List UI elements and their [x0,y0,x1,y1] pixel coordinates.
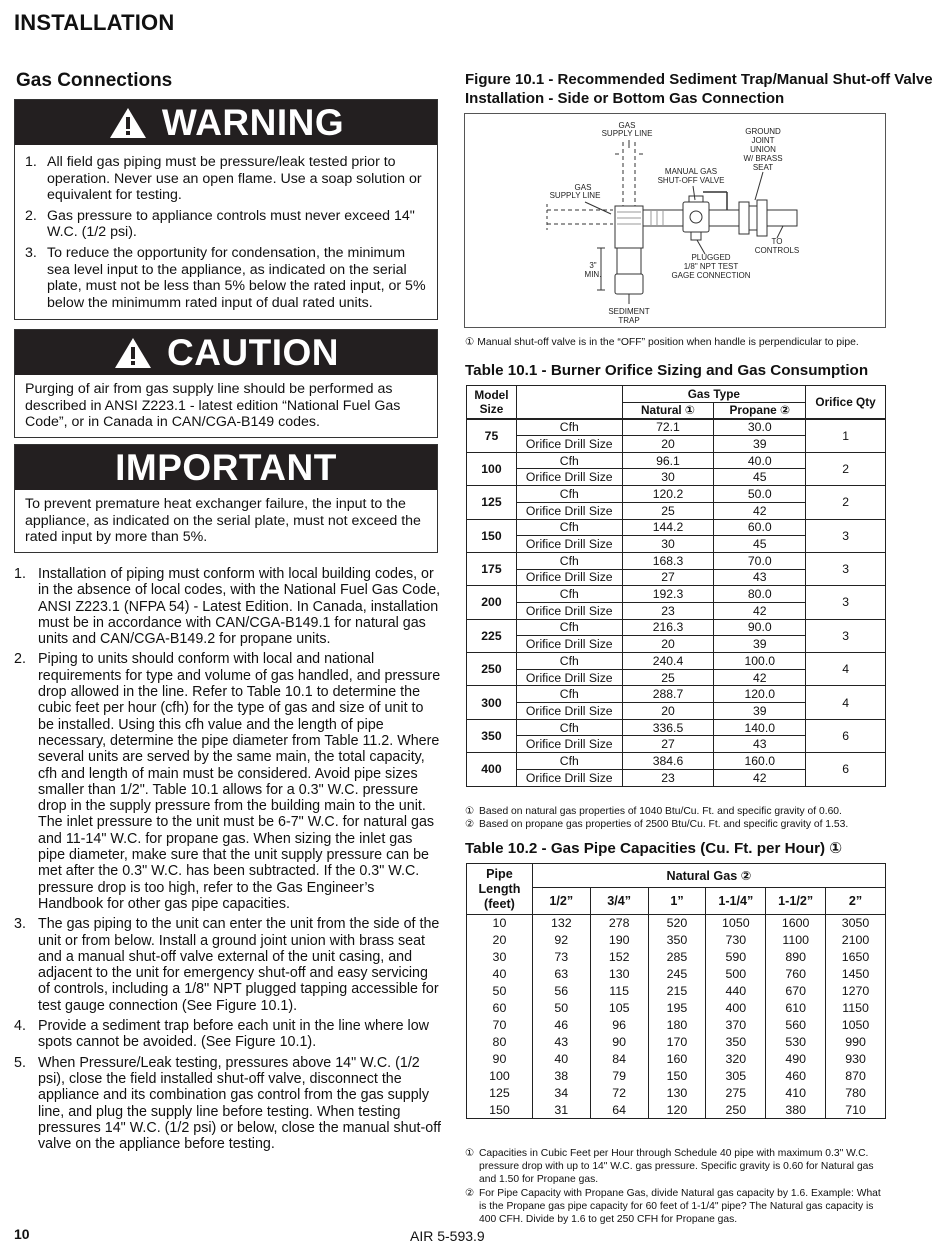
document-code: AIR 5-593.9 [410,1228,485,1244]
table-row [467,1000,886,1017]
capacity-cell: 610 [766,1000,826,1017]
capacity-cell: 190 [590,932,648,949]
capacity-cell: 870 [826,1068,886,1085]
capacity-cell: 90 [590,1034,648,1051]
label-gas-supply-side: GAS [574,183,592,192]
important-title: IMPORTANT [115,446,337,488]
orifice-qty-cell: 6 [806,719,886,752]
natural-cfh-cell: 168.3 [622,552,714,569]
svg-text:TRAP: TRAP [618,316,640,325]
capacity-cell: 38 [532,1068,590,1085]
natural-cfh-cell: 384.6 [622,753,714,770]
svg-text:JOINT: JOINT [751,136,775,145]
svg-text:MIN.: MIN. [584,270,602,279]
gas-connection-diagram [465,114,885,327]
model-size-cell: 225 [467,619,517,652]
important-box [14,444,438,553]
capacity-cell: 56 [532,983,590,1000]
footnote: ① Based on natural gas properties of 1040 Btu/Cu. Ft. and specific gravity of 0.60. [465,806,842,817]
header-pipe-size: 3/4” [590,888,648,915]
svg-text:SUPPLY LINE: SUPPLY LINE [549,191,601,200]
table-row [467,983,886,1000]
capacity-cell: 96 [590,1017,648,1034]
capacity-cell: 1050 [826,1017,886,1034]
natural-drill-cell: 23 [622,602,714,619]
row-label-cell: Orifice Drill Size [516,703,622,720]
row-label-cell: Orifice Drill Size [516,769,622,786]
propane-cfh-cell: 100.0 [714,653,806,670]
row-label-cell: Orifice Drill Size [516,736,622,753]
model-size-cell: 300 [467,686,517,719]
capacity-cell: 460 [766,1068,826,1085]
row-label-cell: Orifice Drill Size [516,536,622,553]
propane-cfh-cell: 80.0 [714,586,806,603]
propane-cfh-cell: 140.0 [714,719,806,736]
capacity-cell: 590 [706,949,766,966]
table-row [467,1102,886,1119]
capacity-cell: 670 [766,983,826,1000]
capacity-cell: 160 [648,1051,706,1068]
important-text: To prevent premature heat exchanger failure, the input to the appliance, as indicated on the serial plate, must not exceed the rated input by more than 5%. [25,496,421,546]
propane-cfh-cell: 50.0 [714,486,806,503]
capacity-cell: 105 [590,1000,648,1017]
propane-drill-cell: 42 [714,502,806,519]
row-label-cell: Cfh [516,719,622,736]
table-row [467,1068,886,1085]
capacity-cell: 350 [706,1034,766,1051]
capacity-cell: 50 [532,1000,590,1017]
capacity-cell: 370 [706,1017,766,1034]
pipe-length-cell: 150 [467,1102,533,1119]
row-label-cell: Cfh [516,552,622,569]
row-label-cell: Cfh [516,452,622,469]
natural-cfh-cell: 96.1 [622,452,714,469]
table-row [467,552,886,569]
label-plugged: PLUGGED [691,253,731,262]
natural-drill-cell: 30 [622,469,714,486]
table-row [467,519,886,536]
important-header [15,445,437,490]
row-label-cell: Orifice Drill Size [516,502,622,519]
header-pipe-size: 1” [648,888,706,915]
orifice-qty-cell: 2 [806,452,886,485]
pipe-length-cell: 50 [467,983,533,1000]
capacity-cell: 560 [766,1017,826,1034]
table-row [467,653,886,670]
model-size-cell: 200 [467,586,517,619]
pipe-length-cell: 40 [467,966,533,983]
header-propane: Propane ② [714,402,806,419]
row-label-cell: Orifice Drill Size [516,436,622,453]
capacity-cell: 500 [706,966,766,983]
capacity-cell: 2100 [826,932,886,949]
table-row [467,686,886,703]
row-label-cell: Orifice Drill Size [516,569,622,586]
orifice-qty-cell: 3 [806,619,886,652]
warning-body [15,145,437,319]
model-size-cell: 400 [467,753,517,786]
capacity-cell: 275 [706,1085,766,1102]
subsection-title: Gas Connections [16,70,173,91]
header-pipe-size: 1/2” [532,888,590,915]
capacity-cell: 170 [648,1034,706,1051]
pipe-length-cell: 125 [467,1085,533,1102]
natural-cfh-cell: 336.5 [622,719,714,736]
capacity-cell: 130 [648,1085,706,1102]
step-item: 3. The gas piping to the unit can enter the unit from the side of the unit or from below. Install a ground joint union with brass seat and a manual shut-off valve external of the unit casing, and adjacent to the unit for emergency shut-off and easy servicing of controls, including a 1/8" NPT plugged tapping accessible for test gauge connection (See Figure 10.1). [14,916,440,1014]
table-row [467,1051,886,1068]
capacity-cell: 73 [532,949,590,966]
natural-cfh-cell: 240.4 [622,653,714,670]
table-row [467,452,886,469]
pipe-capacity-table [466,863,886,1119]
natural-drill-cell: 20 [622,436,714,453]
natural-drill-cell: 25 [622,502,714,519]
table-row [467,1017,886,1034]
capacity-cell: 150 [648,1068,706,1085]
table-row [467,932,886,949]
natural-drill-cell: 30 [622,536,714,553]
natural-drill-cell: 20 [622,636,714,653]
label-ground-union: GROUND [745,127,781,136]
table-row [467,719,886,736]
capacity-cell: 890 [766,949,826,966]
table-row [467,486,886,503]
row-label-cell: Cfh [516,619,622,636]
capacity-cell: 350 [648,932,706,949]
header-natural-gas: Natural Gas ② [532,864,885,888]
label-manual-valve: MANUAL GAS [664,167,718,176]
header-pipe-length: Pipe Length (feet) [467,864,533,915]
warning-header [15,100,437,145]
orifice-qty-cell: 4 [806,653,886,686]
propane-drill-cell: 43 [714,569,806,586]
warning-title: WARNING [161,101,345,143]
capacity-cell: 320 [706,1051,766,1068]
pipe-length-cell: 60 [467,1000,533,1017]
pipe-length-cell: 10 [467,915,533,932]
capacity-cell: 520 [648,915,706,932]
header-natural: Natural ① [622,402,714,419]
capacity-cell: 278 [590,915,648,932]
natural-cfh-cell: 144.2 [622,519,714,536]
svg-text:SHUT-OFF VALVE: SHUT-OFF VALVE [657,176,725,185]
capacity-cell: 490 [766,1051,826,1068]
capacity-cell: 380 [766,1102,826,1119]
natural-drill-cell: 27 [622,736,714,753]
natural-cfh-cell: 216.3 [622,619,714,636]
orifice-qty-cell: 1 [806,419,886,452]
natural-cfh-cell: 120.2 [622,486,714,503]
warning-list [25,154,429,311]
capacity-cell: 130 [590,966,648,983]
svg-text:CONTROLS: CONTROLS [754,246,800,255]
capacity-cell: 1100 [766,932,826,949]
row-label-cell: Orifice Drill Size [516,669,622,686]
label-to-controls: TO [771,237,783,246]
pipe-length-cell: 30 [467,949,533,966]
caution-title: CAUTION [166,331,340,373]
propane-drill-cell: 45 [714,469,806,486]
pipe-length-cell: 20 [467,932,533,949]
capacity-cell: 46 [532,1017,590,1034]
row-label-cell: Cfh [516,519,622,536]
capacity-cell: 285 [648,949,706,966]
propane-drill-cell: 39 [714,436,806,453]
step-item: 2. Piping to units should conform with local and national requirements for type and volume of gas handled, and pressure drop allowed in the line. Refer to Table 10.1 to determine the cubic feet per hour (cfh) for the type of gas and size of unit to be installed. Using this cfh value and the length of pipe necessary, determine the pipe diameter from Table 11.2. Where several units are served by the same main, the total capacity, cfh and length of main must be considered. Avoid pipe sizes smaller than 1/2". Table 10.1 allows for a 0.3" W.C. pressure drop in the supply pressure from the building main to the unit. The inlet pressure to the unit must be 6-7" W.C. for natural gas and 11-14" W.C. for propane gas. When sizing the inlet gas pipe diameter, make sure that the unit supply pressure can be met after the 0.3" W.C. has been subtracted. If the 0.3" W.C. pressure drop is too high, refer to the Gas Engineer’s Handbook for other gas pipe capacities. [14,651,441,912]
footnote: ② Based on propane gas properties of 2500 Btu/Cu. Ft. and specific gravity of 1.53. [465,819,849,831]
svg-text:GAGE CONNECTION: GAGE CONNECTION [671,271,751,280]
step-item: 1. Installation of piping must conform with local building codes, or in the absence of local codes, with the National Fuel Gas Code, ANSI Z223.1 (NFPA 54) - Latest Edition. In Canada, installation must be in accordance with CAN/CGA-B149.1 for natural gas units and CAN/CGA-B149.2 for propane units. [14,566,441,648]
capacity-cell: 40 [532,1051,590,1068]
capacity-cell: 440 [706,983,766,1000]
caution-header [15,330,437,375]
table-row [467,586,886,603]
propane-cfh-cell: 160.0 [714,753,806,770]
caution-box [14,329,438,438]
warning-box [14,99,438,320]
orifice-qty-cell: 2 [806,486,886,519]
svg-text:1/8" NPT TEST: 1/8" NPT TEST [683,262,739,271]
capacity-cell: 1270 [826,983,886,1000]
caution-triangle-icon [113,336,153,370]
capacity-cell: 132 [532,915,590,932]
capacity-cell: 730 [706,932,766,949]
table-row [467,1034,886,1051]
header-pipe-size: 2” [826,888,886,915]
footnote: ① Capacities in Cubic Feet per Hour through Schedule 40 pipe with maximum 0.3" W.C. pressure drop with up to 14" W.C. gas pressure. Specific gravity is 0.60 for Natural gas and 1.50 for Propane gas. [465,1148,874,1186]
model-size-cell: 75 [467,419,517,452]
capacity-cell: 930 [826,1051,886,1068]
row-label-cell: Cfh [516,753,622,770]
capacity-cell: 530 [766,1034,826,1051]
capacity-cell: 410 [766,1085,826,1102]
page-number: 10 [14,1226,30,1242]
row-label-cell: Orifice Drill Size [516,602,622,619]
natural-cfh-cell: 288.7 [622,686,714,703]
model-size-cell: 150 [467,519,517,552]
propane-drill-cell: 39 [714,636,806,653]
natural-drill-cell: 23 [622,769,714,786]
table-row [467,1085,886,1102]
header-orifice-qty: Orifice Qty [806,386,886,419]
natural-cfh-cell: 72.1 [622,419,714,436]
figure-title: Figure 10.1 - Recommended Sediment Trap/Manual Shut-off Valve Installation - Side or Bottom Gas Connection [465,71,933,107]
pipe-length-cell: 90 [467,1051,533,1068]
svg-text:UNION: UNION [750,145,776,154]
orifice-table [466,385,886,787]
propane-cfh-cell: 120.0 [714,686,806,703]
figure-diagram [464,113,886,328]
capacity-cell: 72 [590,1085,648,1102]
table-row [467,619,886,636]
natural-drill-cell: 25 [622,669,714,686]
capacity-cell: 250 [706,1102,766,1119]
installation-steps [14,566,442,1156]
capacity-cell: 120 [648,1102,706,1119]
capacity-cell: 990 [826,1034,886,1051]
svg-text:W/ BRASS: W/ BRASS [743,154,783,163]
model-size-cell: 125 [467,486,517,519]
pipe-length-cell: 70 [467,1017,533,1034]
capacity-cell: 180 [648,1017,706,1034]
header-model-size: Model Size [467,386,517,419]
capacity-cell: 780 [826,1085,886,1102]
table-row [467,966,886,983]
row-label-cell: Cfh [516,419,622,436]
capacity-cell: 760 [766,966,826,983]
capacity-cell: 400 [706,1000,766,1017]
capacity-cell: 1600 [766,915,826,932]
capacity-cell: 84 [590,1051,648,1068]
natural-drill-cell: 20 [622,703,714,720]
model-size-cell: 175 [467,552,517,585]
propane-cfh-cell: 60.0 [714,519,806,536]
propane-cfh-cell: 90.0 [714,619,806,636]
row-label-cell: Orifice Drill Size [516,636,622,653]
step-item: 5. When Pressure/Leak testing, pressures above 14" W.C. (1/2 psi), close the field installed shut-off valve, disconnect the appliance and its combination gas control from the gas supply line, and plug the supply line before testing. When testing pressures 14" W.C. (1/2 psi) or below, close the manual shut-off valve on the appliance before testing. [14,1054,441,1153]
label-gas-supply-top: GAS [618,121,636,130]
capacity-cell: 63 [532,966,590,983]
model-size-cell: 250 [467,653,517,686]
model-size-cell: 350 [467,719,517,752]
table-row [467,419,886,436]
orifice-qty-cell: 4 [806,686,886,719]
capacity-cell: 92 [532,932,590,949]
table1-footnotes [465,805,848,831]
warning-triangle-icon [108,106,148,140]
row-label-cell: Cfh [516,653,622,670]
warning-item: 3. To reduce the opportunity for condensation, the minimum sea level input to the appliance, as indicated on the serial plate, must not be less than 5% below the rated input, or 5% below the minimumm rated input of dual rated units. [25,244,426,311]
label-sediment-trap: SEDIMENT [608,307,650,316]
propane-cfh-cell: 70.0 [714,552,806,569]
row-label-cell: Cfh [516,686,622,703]
propane-drill-cell: 42 [714,602,806,619]
orifice-qty-cell: 3 [806,519,886,552]
capacity-cell: 305 [706,1068,766,1085]
table2-title: Table 10.2 - Gas Pipe Capacities (Cu. Ft. per Hour) ① [465,840,843,857]
capacity-cell: 215 [648,983,706,1000]
natural-drill-cell: 27 [622,569,714,586]
capacity-cell: 1450 [826,966,886,983]
orifice-qty-cell: 3 [806,586,886,619]
header-gas-type: Gas Type [622,386,806,403]
natural-cfh-cell: 192.3 [622,586,714,603]
capacity-cell: 1150 [826,1000,886,1017]
propane-cfh-cell: 40.0 [714,452,806,469]
label-3-min: 3" [589,261,597,270]
propane-drill-cell: 43 [714,736,806,753]
footnote: ② For Pipe Capacity with Propane Gas, divide Natural gas capacity by 1.6. Example: What is the Propane gas pipe capacity for 60 feet of 1-1/4" pipe? The Natural gas capacity is 400 CFH. Divide by 1.6 to get 250 CFH for Propane gas. [465,1187,881,1226]
warning-item: 2. Gas pressure to appliance controls must never exceed 14" W.C. (1/2 psi). [25,207,415,241]
capacity-cell: 245 [648,966,706,983]
svg-text:SUPPLY LINE: SUPPLY LINE [601,129,653,138]
pipe-length-cell: 100 [467,1068,533,1085]
capacity-cell: 1650 [826,949,886,966]
table2-footnotes [465,1147,885,1226]
pipe-length-cell: 80 [467,1034,533,1051]
capacity-cell: 710 [826,1102,886,1119]
capacity-cell: 64 [590,1102,648,1119]
figure-note: ① Manual shut-off valve is in the “OFF” position when handle is perpendicular to pipe. [465,337,859,348]
capacity-cell: 115 [590,983,648,1000]
table-row [467,949,886,966]
propane-drill-cell: 39 [714,703,806,720]
capacity-cell: 3050 [826,915,886,932]
svg-text:SEAT: SEAT [752,163,774,172]
propane-drill-cell: 42 [714,769,806,786]
row-label-cell: Cfh [516,486,622,503]
header-pipe-size: 1-1/4” [706,888,766,915]
table1-title: Table 10.1 - Burner Orifice Sizing and Gas Consumption [465,362,869,379]
row-label-cell: Cfh [516,586,622,603]
step-item: 4. Provide a sediment trap before each unit in the line where low spots cannot be avoided. (See Figure 10.1). [14,1018,430,1051]
capacity-cell: 195 [648,1000,706,1017]
propane-cfh-cell: 30.0 [714,419,806,436]
orifice-qty-cell: 3 [806,552,886,585]
capacity-cell: 43 [532,1034,590,1051]
table-row [467,915,886,932]
header-pipe-size: 1-1/2” [766,888,826,915]
capacity-cell: 152 [590,949,648,966]
propane-drill-cell: 42 [714,669,806,686]
warning-item: 1. All field gas piping must be pressure/leak tested prior to operation. Never use an open flame. Use a soap solution or equivalent for testing. [25,154,422,204]
section-title: INSTALLATION [14,10,175,35]
propane-drill-cell: 45 [714,536,806,553]
capacity-cell: 1050 [706,915,766,932]
caution-text: Purging of air from gas supply line should be performed as described in ANSI Z223.1 - latest edition “National Fuel Gas Code”, or in Canada in CAN/CGA-B149 codes. [25,381,401,431]
capacity-cell: 79 [590,1068,648,1085]
model-size-cell: 100 [467,452,517,485]
capacity-cell: 31 [532,1102,590,1119]
row-label-cell: Orifice Drill Size [516,469,622,486]
orifice-qty-cell: 6 [806,753,886,786]
table-row [467,753,886,770]
capacity-cell: 34 [532,1085,590,1102]
